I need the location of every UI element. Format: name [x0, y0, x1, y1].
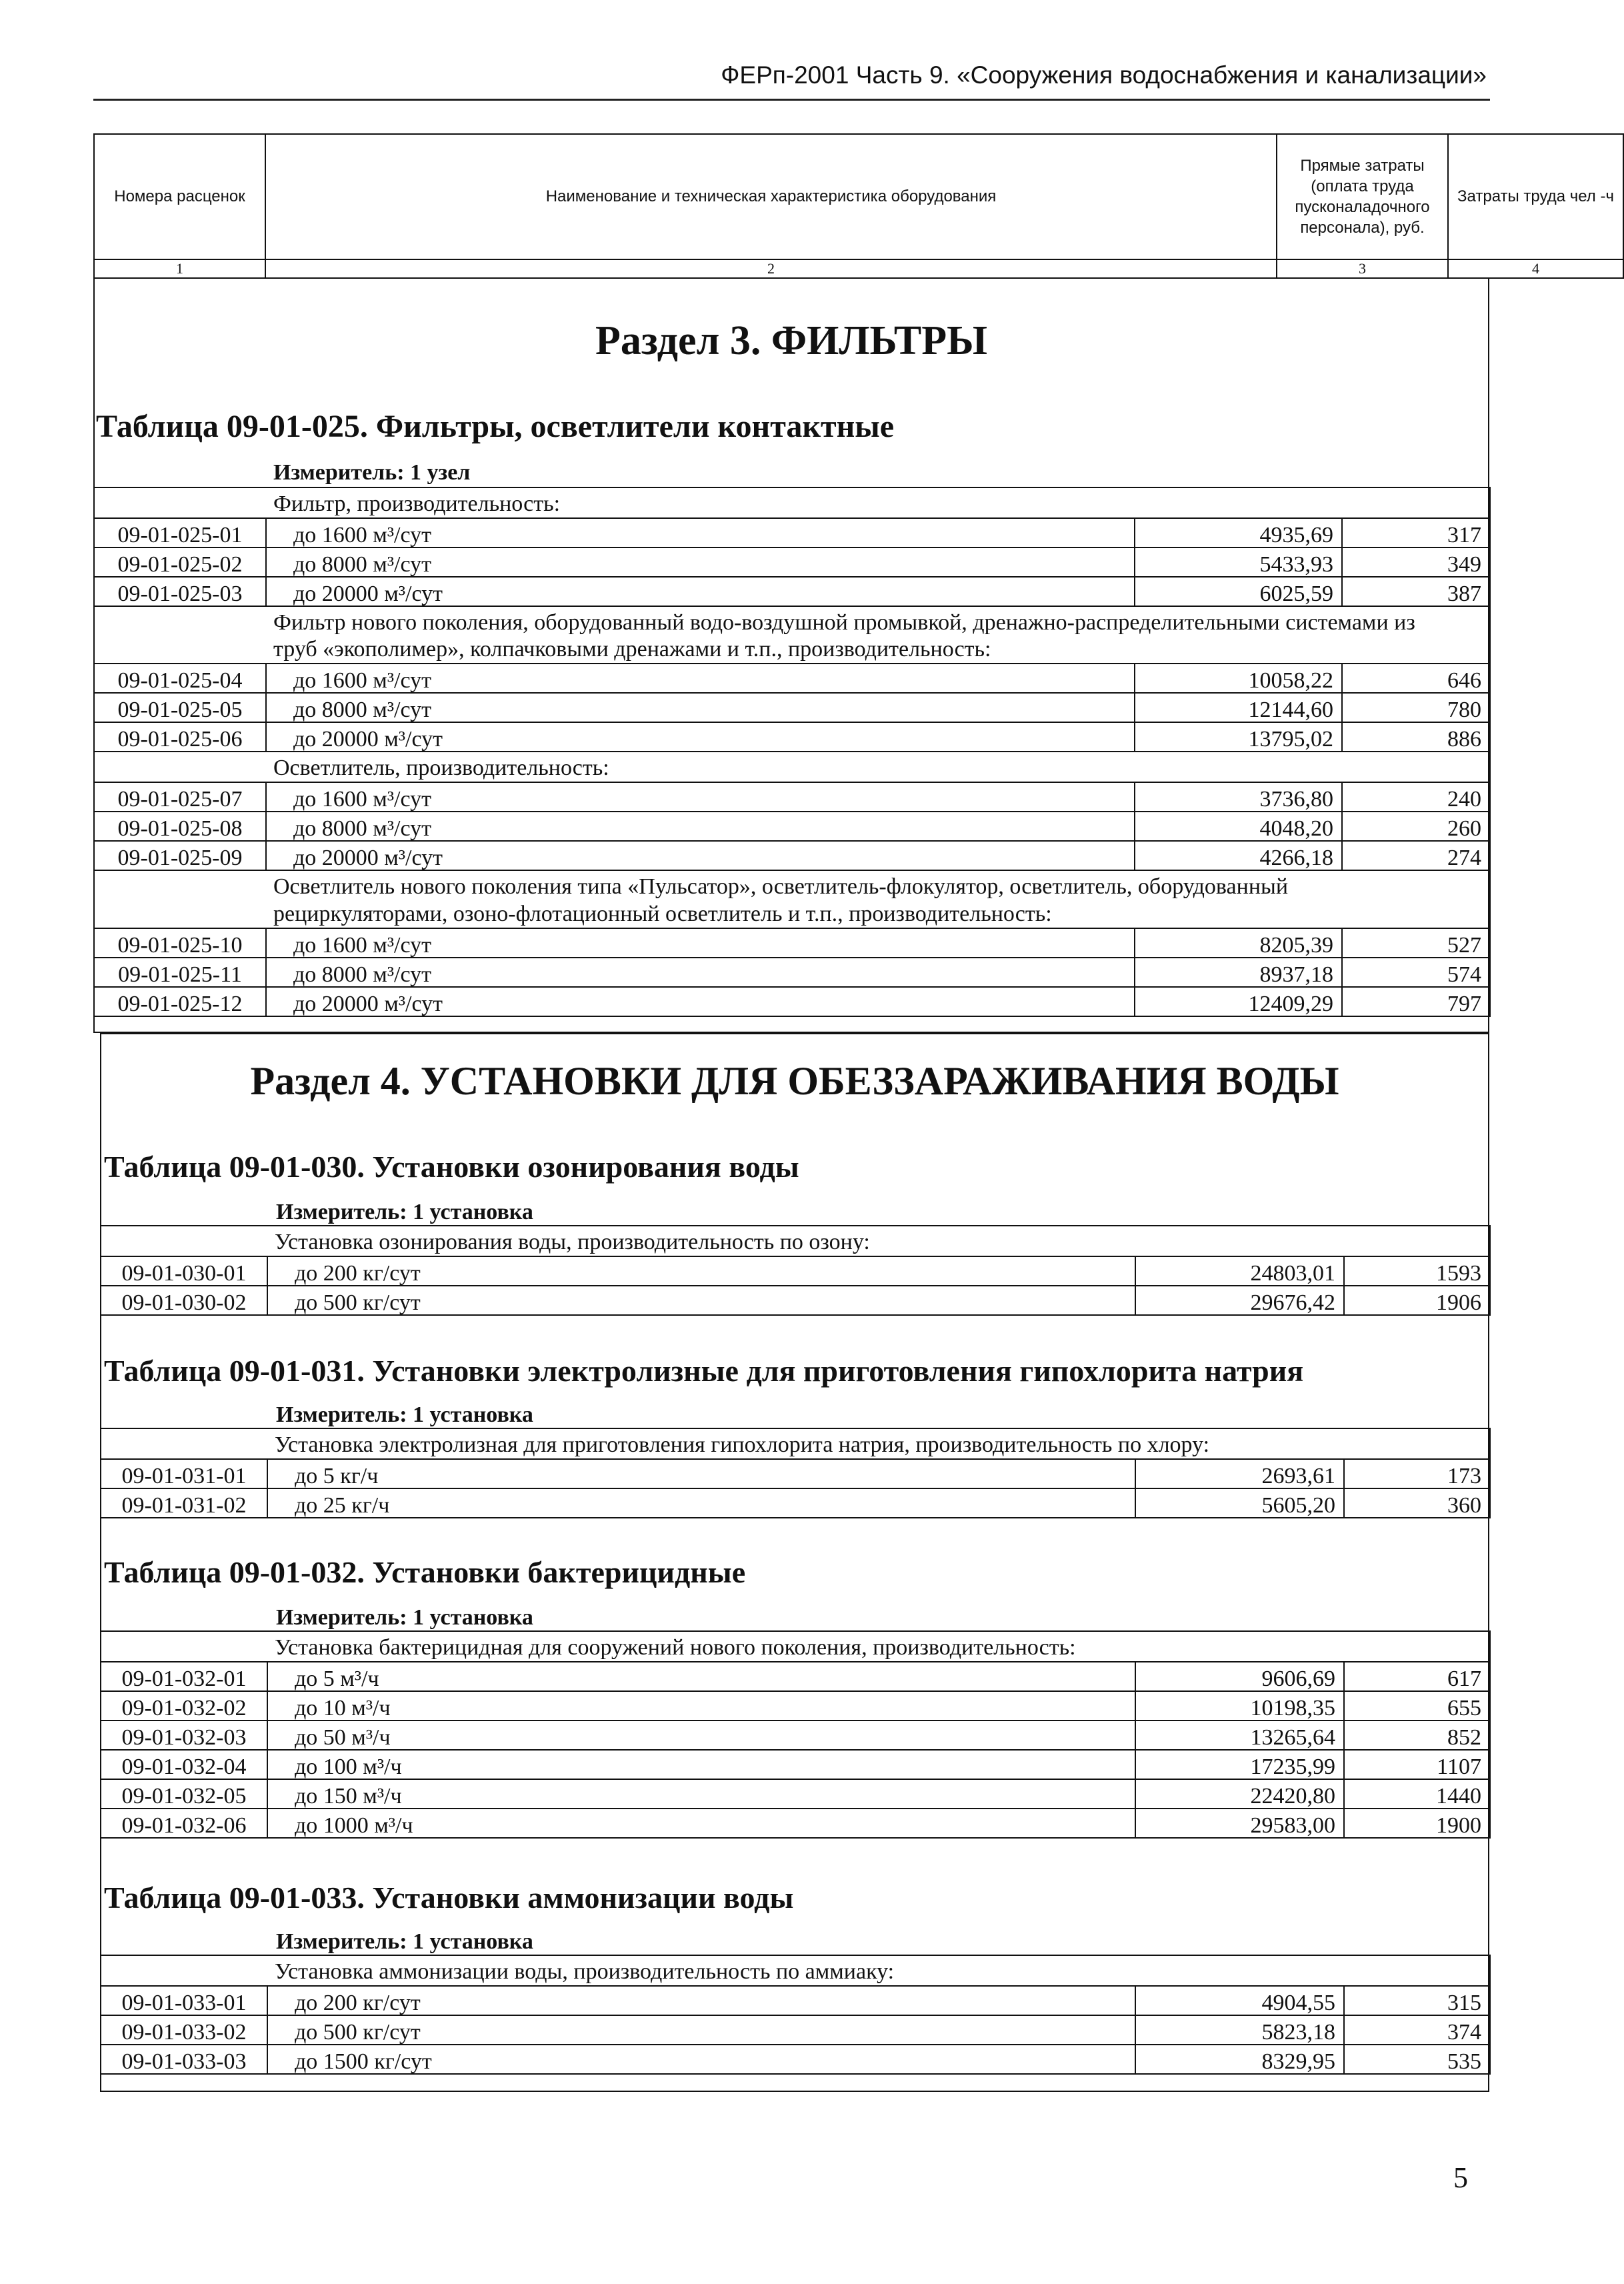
column-number-2: 2: [265, 259, 1277, 278]
table-row: 09-01-025-03 до 20000 м³/сут 6025,59 387: [94, 577, 1490, 606]
table-row: 09-01-033-01 до 200 кг/сут 4904,55 315: [101, 1986, 1490, 2015]
table-031-title: Таблица 09-01-031. Установки электролизные для приготовления гипохлорита натрия: [104, 1354, 1304, 1388]
table-row: 09-01-032-04 до 100 м³/ч 17235,99 1107: [101, 1750, 1490, 1779]
table-row: 09-01-033-02 до 500 кг/сут 5823,18 374: [101, 2015, 1490, 2045]
table-row: 09-01-032-03 до 50 м³/ч 13265,64 852: [101, 1721, 1490, 1750]
table-row: 09-01-025-05 до 8000 м³/сут 12144,60 780: [94, 693, 1490, 722]
column-number-3: 3: [1277, 259, 1448, 278]
group-label: Установка озонирования воды, производительность по озону:: [101, 1226, 1490, 1256]
header-rule: [93, 99, 1490, 101]
table-030: [100, 1225, 1491, 1316]
table-row: 09-01-031-02 до 25 кг/ч 5605,20 360: [101, 1488, 1490, 1518]
table-row: 09-01-025-08 до 8000 м³/сут 4048,20 260: [94, 812, 1490, 841]
group-label: Осветлитель, производительность:: [94, 752, 1490, 782]
table-row: 09-01-025-07 до 1600 м³/сут 3736,80 240: [94, 782, 1490, 812]
table-row: 09-01-025-10 до 1600 м³/сут 8205,39 527: [94, 928, 1490, 958]
table-row: 09-01-025-02 до 8000 м³/сут 5433,93 349: [94, 547, 1490, 577]
group-label: Фильтр нового поколения, оборудованный водо-воздушной промывкой, дренажно-распределительными системами из труб «экополимер», колпачковыми дренажами и т.п., производительность:: [94, 606, 1490, 664]
table-row: 09-01-032-06 до 1000 м³/ч 29583,00 1900: [101, 1809, 1490, 1838]
column-header-name: Наименование и техническая характеристика оборудования: [265, 134, 1277, 259]
table-row: 09-01-025-09 до 20000 м³/сут 4266,18 274: [94, 841, 1490, 870]
section-4-title: Раздел 4. УСТАНОВКИ ДЛЯ ОБЕЗЗАРАЖИВАНИЯ ВОДЫ: [250, 1059, 1339, 1103]
table-030-title: Таблица 09-01-030. Установки озонирования воды: [104, 1150, 799, 1184]
table-row: 09-01-025-06 до 20000 м³/сут 13795,02 886: [94, 722, 1490, 752]
table-025-title: Таблица 09-01-025. Фильтры, осветлители контактные: [96, 409, 895, 444]
column-number-4: 4: [1448, 259, 1623, 278]
section-4-box: [100, 1033, 1489, 2092]
table-033-title: Таблица 09-01-033. Установки аммонизации воды: [104, 1881, 794, 1915]
group-label: Установка электролизная для приготовления гипохлорита натрия, производительность по хлору:: [101, 1428, 1490, 1459]
page-number: 5: [1453, 2161, 1468, 2194]
table-030-measure: Измеритель: 1 установка: [276, 1200, 533, 1224]
section-3-title: Раздел 3. ФИЛЬТРЫ: [595, 318, 987, 363]
table-031-measure: Измеритель: 1 установка: [276, 1402, 533, 1427]
table-row: 09-01-030-01 до 200 кг/сут 24803,01 1593: [101, 1256, 1490, 1286]
table-row: 09-01-025-11 до 8000 м³/сут 8937,18 574: [94, 958, 1490, 987]
page-header-title: ФЕРп-2001 Часть 9. «Сооружения водоснабжения и канализации»: [721, 61, 1487, 89]
table-032-title: Таблица 09-01-032. Установки бактерицидные: [104, 1555, 746, 1589]
table-row: 09-01-032-02 до 10 м³/ч 10198,35 655: [101, 1691, 1490, 1721]
column-header-table: [93, 133, 1624, 279]
table-row: 09-01-032-01 до 5 м³/ч 9606,69 617: [101, 1662, 1490, 1691]
group-label: Установка бактерицидная для сооружений нового поколения, производительность:: [101, 1631, 1490, 1662]
column-header-codes: Номера расценок: [94, 134, 265, 259]
group-label: Фильтр, производительность:: [94, 487, 1490, 518]
column-header-labor: Затраты труда чел -ч: [1448, 134, 1623, 259]
group-label: Установка аммонизации воды, производительность по аммиаку:: [101, 1955, 1490, 1986]
table-032: [100, 1630, 1491, 1839]
table-row: 09-01-033-03 до 1500 кг/сут 8329,95 535: [101, 2045, 1490, 2074]
column-header-direct-costs: Прямые затраты (оплата труда пусконаладочного персонала), руб.: [1277, 134, 1448, 259]
table-025-measure: Измеритель: 1 узел: [273, 460, 471, 485]
table-031: [100, 1428, 1491, 1518]
table-033: [100, 1955, 1491, 2075]
section-3-box: [93, 277, 1489, 1033]
table-row: 09-01-031-01 до 5 кг/ч 2693,61 173: [101, 1459, 1490, 1488]
table-row: 09-01-025-12 до 20000 м³/сут 12409,29 797: [94, 987, 1490, 1016]
table-025: [93, 487, 1491, 1017]
column-number-1: 1: [94, 259, 265, 278]
table-row: 09-01-030-02 до 500 кг/сут 29676,42 1906: [101, 1286, 1490, 1315]
table-row: 09-01-025-04 до 1600 м³/сут 10058,22 646: [94, 664, 1490, 693]
table-032-measure: Измеритель: 1 установка: [276, 1605, 533, 1630]
table-033-measure: Измеритель: 1 установка: [276, 1929, 533, 1954]
table-row: 09-01-032-05 до 150 м³/ч 22420,80 1440: [101, 1779, 1490, 1809]
table-row: 09-01-025-01 до 1600 м³/сут 4935,69 317: [94, 518, 1490, 547]
group-label: Осветлитель нового поколения типа «Пульсатор», осветлитель-флокулятор, осветлитель, оборудованный рециркуляторами, озоно-флотационный осветлитель и т.п., производительность:: [94, 870, 1490, 928]
